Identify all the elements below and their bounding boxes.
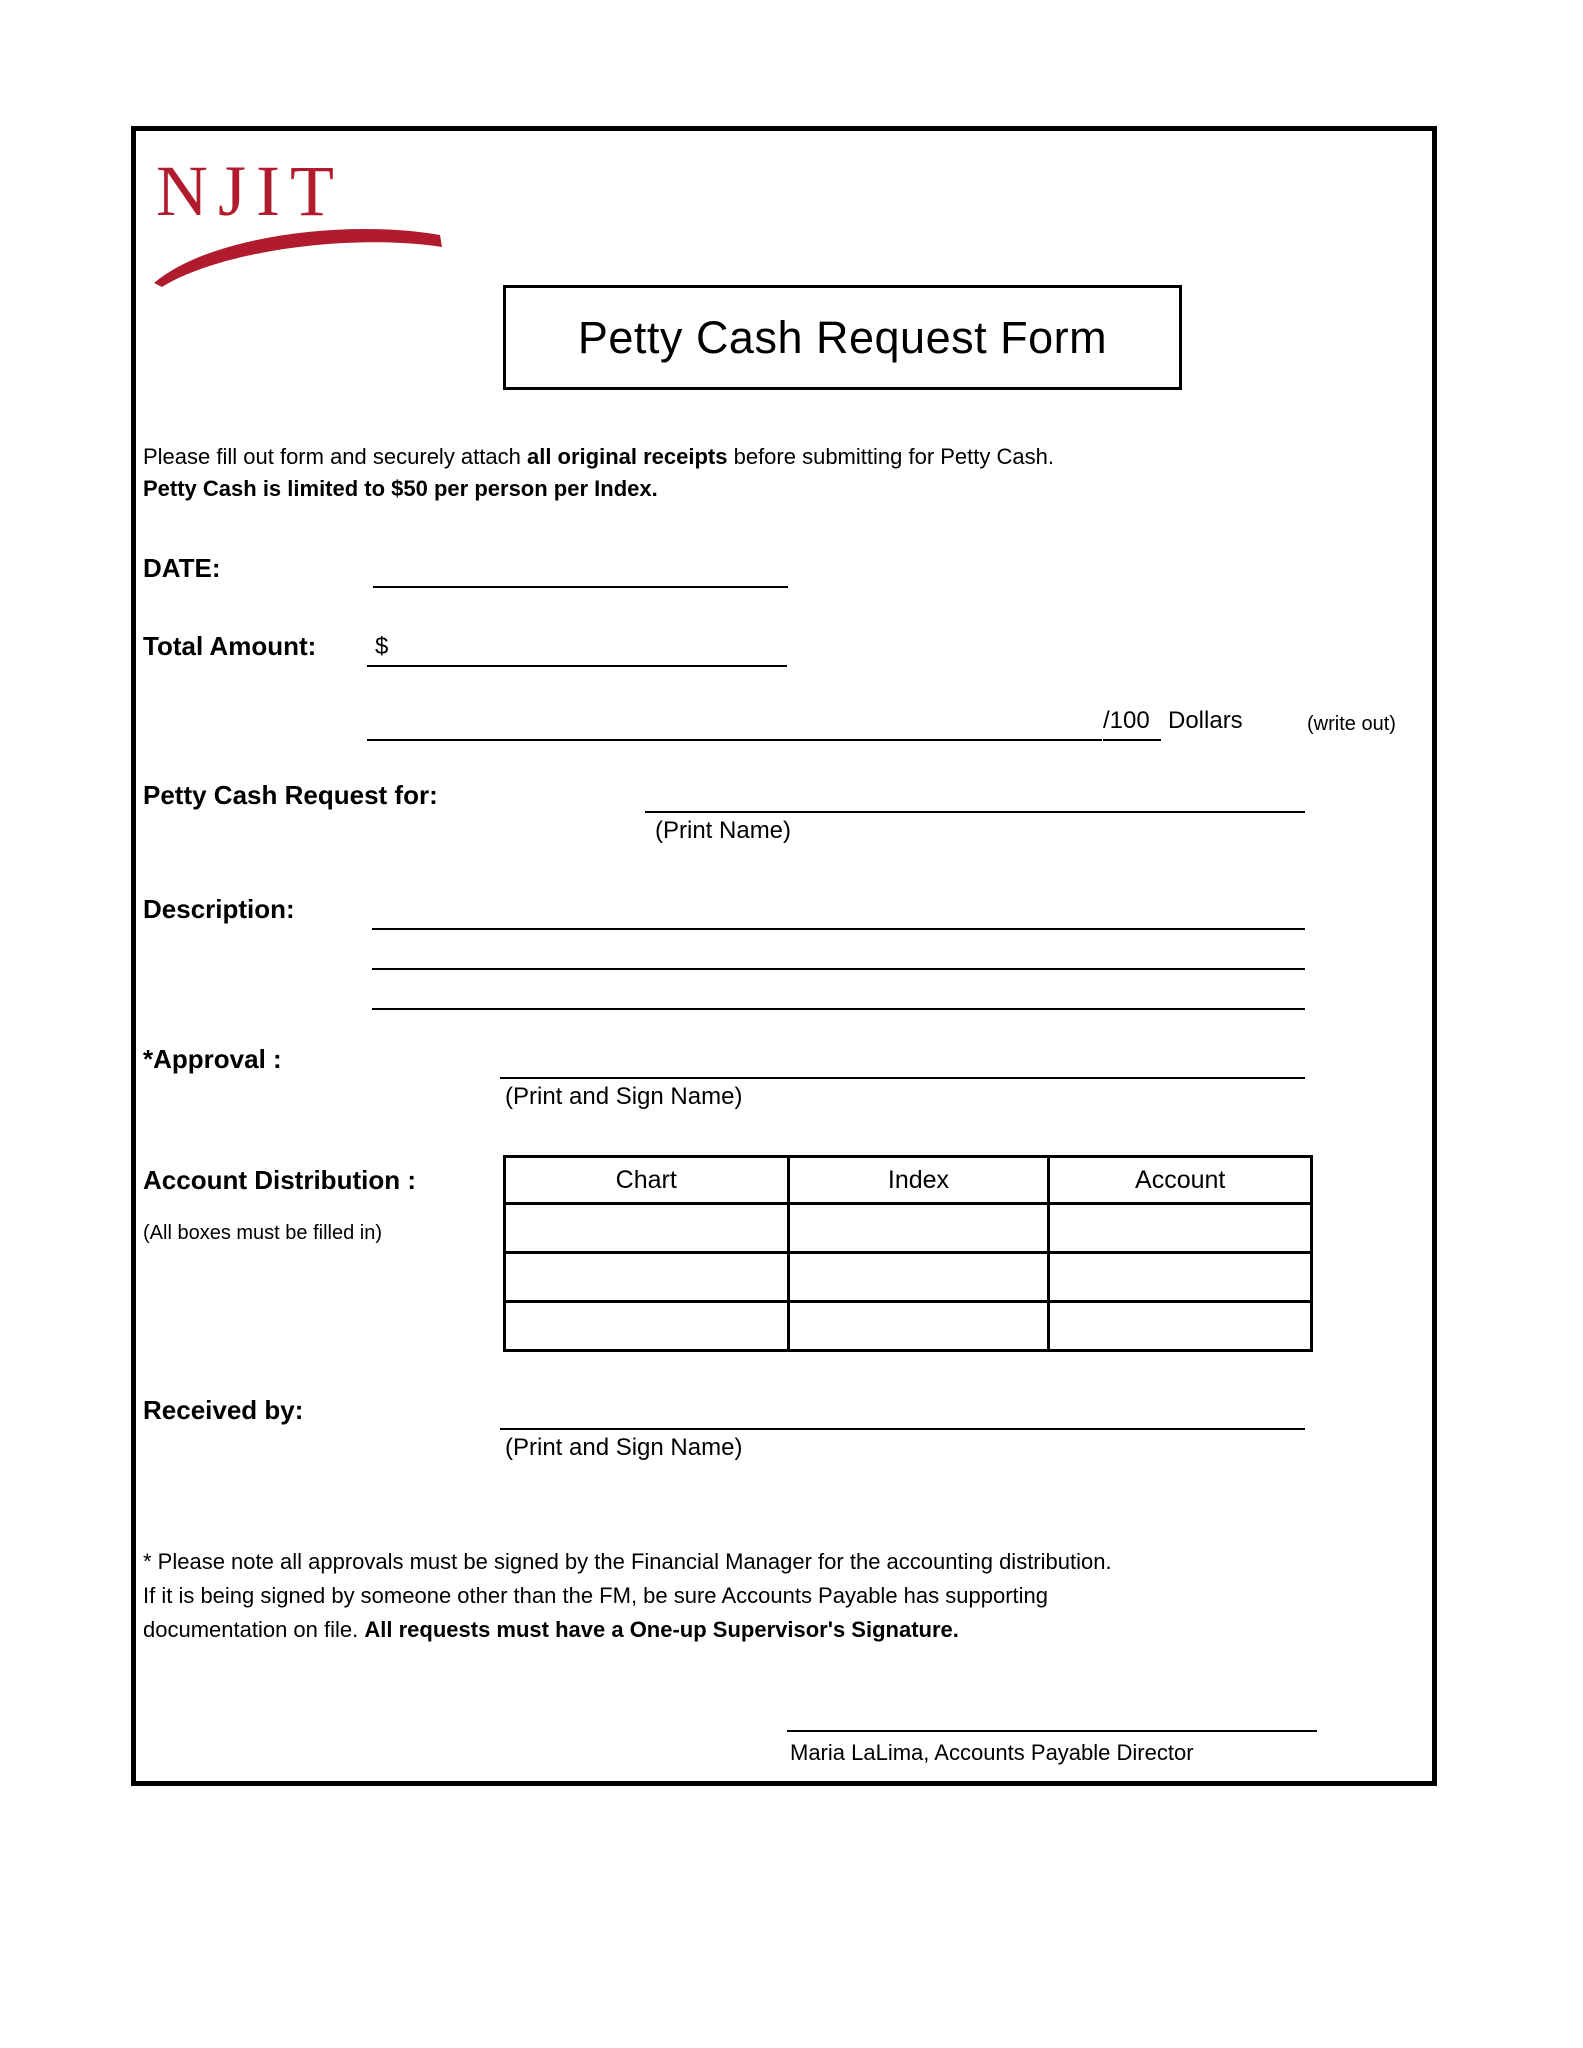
intro-line2-bold: Petty Cash is limited to $50 per person per Index. [143, 475, 658, 501]
date-input[interactable] [373, 586, 788, 588]
account-distribution-note: (All boxes must be filled in) [143, 1222, 382, 1244]
intro-line1-bold: all original receipts [526, 444, 728, 469]
dollars-word: Dollars [1168, 707, 1243, 734]
table-row [505, 1253, 1312, 1302]
approval-note: (Print and Sign Name) [505, 1083, 743, 1110]
column-header-index: Index [788, 1157, 1049, 1204]
intro-paragraph [143, 441, 1323, 505]
director-signature-name: Maria LaLima, Accounts Payable Director [790, 1740, 1194, 1765]
footnote-line2: If it is being signed by someone other than the FM, be sure Accounts Payable has supporting [143, 1583, 1048, 1609]
cell-chart-3[interactable] [505, 1302, 789, 1351]
approval-label: *Approval : [143, 1044, 282, 1074]
total-amount-input[interactable] [367, 665, 787, 667]
cents-suffix: /100 [1103, 707, 1150, 734]
njit-logo-text: NJIT [156, 151, 344, 231]
cell-index-3[interactable] [788, 1302, 1049, 1351]
written-amount-input[interactable] [367, 739, 1102, 741]
request-for-input[interactable] [645, 811, 1305, 813]
account-distribution-label: Account Distribution : [143, 1165, 416, 1195]
njit-logo [150, 151, 480, 295]
description-input-1[interactable] [372, 928, 1305, 930]
cell-account-1[interactable] [1049, 1204, 1312, 1253]
table-row [505, 1302, 1312, 1351]
column-header-chart: Chart [505, 1157, 789, 1204]
njit-swoosh-icon [150, 217, 470, 287]
cell-chart-2[interactable] [505, 1253, 789, 1302]
cell-index-2[interactable] [788, 1253, 1049, 1302]
page-title: Petty Cash Request Form [577, 311, 1108, 363]
footnote-line3-bold: All requests must have a One-up Supervisor's Signature. [364, 1617, 959, 1643]
cell-chart-1[interactable] [505, 1204, 789, 1253]
cents-underline [1103, 739, 1161, 741]
dollar-sign: $ [375, 633, 389, 660]
write-out-note: (write out) [1307, 713, 1396, 735]
description-label: Description: [143, 894, 295, 924]
description-input-2[interactable] [372, 968, 1305, 970]
description-input-3[interactable] [372, 1008, 1305, 1010]
received-by-label: Received by: [143, 1395, 304, 1425]
intro-line1-part2: before submitting for Petty Cash. [727, 444, 1054, 469]
table-row [505, 1204, 1312, 1253]
received-by-note: (Print and Sign Name) [505, 1434, 743, 1461]
total-amount-label: Total Amount: [143, 631, 317, 661]
table-header-row [505, 1157, 1312, 1204]
director-signature-line[interactable] [787, 1730, 1317, 1732]
form-title-box [503, 285, 1182, 390]
received-by-input[interactable] [500, 1428, 1305, 1430]
print-name-note: (Print Name) [655, 817, 792, 844]
column-header-account: Account [1049, 1157, 1312, 1204]
cell-account-3[interactable] [1049, 1302, 1312, 1351]
account-distribution-table [503, 1155, 1313, 1352]
footnote-line3-part1: documentation on file. [143, 1617, 365, 1643]
cell-index-1[interactable] [788, 1204, 1049, 1253]
request-for-label: Petty Cash Request for: [143, 780, 438, 810]
footnote-line1: * Please note all approvals must be signed by the Financial Manager for the accounting distribution. [143, 1549, 1112, 1574]
date-label: DATE: [143, 553, 221, 583]
cell-account-2[interactable] [1049, 1253, 1312, 1302]
approval-input[interactable] [500, 1077, 1305, 1079]
footnote-paragraph [143, 1545, 1303, 1647]
intro-line1-part1: Please fill out form and securely attach [143, 444, 527, 469]
